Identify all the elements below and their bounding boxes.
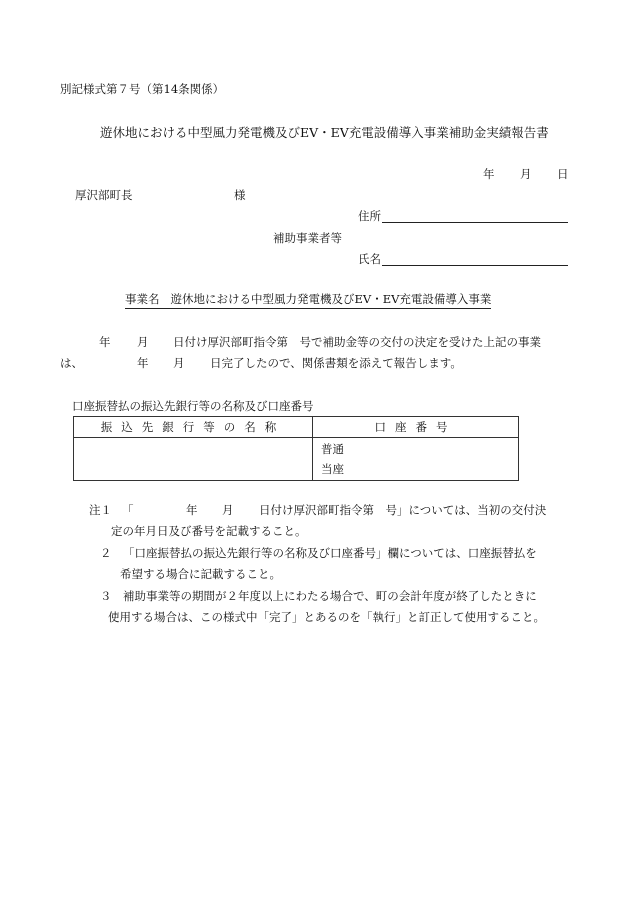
- body-text-1: 日付け厚沢部町指令第 号で補助金等の交付の決定を受けた上記の事業: [173, 335, 541, 349]
- note-1-year: 年: [186, 503, 198, 517]
- address-field[interactable]: [382, 206, 568, 223]
- note-1-month: 月: [222, 503, 234, 517]
- note-2-label: ２: [100, 546, 112, 560]
- bank-name-header: 振込先銀行等の名称: [74, 417, 313, 438]
- account-number-cell[interactable]: [313, 438, 519, 481]
- project-name: 遊休地における中型風力発電機及びEV・EV充電設備導入事業: [170, 292, 492, 306]
- account-type-current: 当座: [321, 462, 344, 476]
- body-month-1: 月: [137, 335, 149, 349]
- name-field[interactable]: [382, 249, 568, 266]
- address-label: 住所: [358, 209, 381, 223]
- applicant-role-label: 補助事業者等: [273, 231, 342, 245]
- project-name-line: [125, 293, 491, 309]
- body-year-1: 年: [99, 335, 111, 349]
- bank-name-cell[interactable]: [74, 438, 313, 481]
- date-month: 月: [520, 167, 532, 181]
- account-number-header: 口座番号: [313, 417, 519, 438]
- form-number: 別記様式第７号（第14条関係）: [60, 82, 225, 96]
- note-3-label: ３: [100, 589, 112, 603]
- note-2-text-1: 「口座振替払の振込先銀行等の名称及び口座番号」欄については、口座振替払を: [123, 546, 537, 560]
- account-table: [73, 416, 519, 481]
- note-1-label: 注１: [89, 503, 112, 517]
- date-year: 年: [483, 167, 495, 181]
- body-month-2: 月: [173, 356, 185, 370]
- addressee-name: 厚沢部町長: [75, 188, 133, 202]
- project-label: 事業名: [125, 292, 160, 306]
- body-text-2: 日完了したので、関係書類を添えて報告します。: [210, 356, 462, 370]
- note-1-text-1: 日付け厚沢部町指令第 号」については、当初の交付決: [259, 503, 547, 517]
- note-1-open: 「: [122, 503, 134, 517]
- body-year-2: 年: [137, 356, 149, 370]
- date-day: 日: [557, 167, 569, 181]
- addressee-honorific: 様: [234, 188, 246, 202]
- account-heading: 口座振替払の振込先銀行等の名称及び口座番号: [72, 399, 314, 413]
- note-3-text-2: 使用する場合は、この様式中「完了」とあるのを「執行」と訂正して使用すること。: [108, 610, 545, 624]
- note-1-text-2: 定の年月日及び番号を記載すること。: [111, 524, 307, 538]
- document-title: 遊休地における中型風力発電機及びEV・EV充電設備導入事業補助金実績報告書: [100, 125, 549, 140]
- note-2-text-2: 希望する場合に記載すること。: [120, 567, 281, 581]
- account-type-ordinary: 普通: [321, 442, 344, 456]
- body-start-2: は、: [60, 356, 83, 370]
- name-label: 氏名: [358, 252, 381, 266]
- note-3-text-1: 補助事業等の期間が２年度以上にわたる場合で、町の会計年度が終了したときに: [123, 589, 537, 603]
